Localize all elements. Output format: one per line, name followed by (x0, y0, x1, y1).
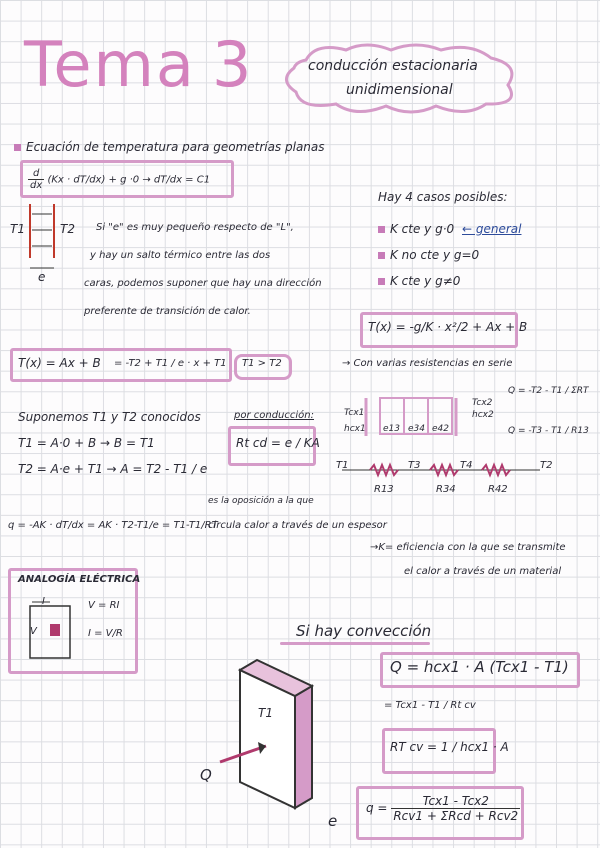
case-formula: T(x) = -g/K · x²/2 + Ax + B (368, 320, 528, 334)
analogy-i: I (42, 596, 45, 607)
circ-tcx: Tcx1 (344, 408, 365, 418)
conv-alt: = Tcx1 - T1 / Rt cv (384, 700, 476, 711)
circ-q2: Q = -T3 - T1 / R13 (508, 426, 589, 436)
analogy-ivr: I = V/R (88, 628, 123, 639)
known-line: Suponemos T1 y T2 conocidos (18, 410, 201, 424)
cond-label: por conducción: (234, 410, 314, 421)
equation-content (28, 168, 210, 191)
k-note2: el calor a través de un material (404, 566, 562, 577)
circ-node-t4: T4 (460, 460, 473, 471)
case-1-note: ← general (462, 222, 522, 236)
cond-text: T1 > T2 (242, 358, 282, 369)
slab-3d-drawing (200, 650, 340, 830)
opp-line2: circula calor a través de un espesor (208, 520, 387, 531)
circ-q1: Q = -T2 - T1 / ΣRT (508, 386, 589, 396)
slab-3d-e: e (328, 812, 338, 830)
conv-q: Q = hcx1 · A (Tcx1 - T1) (390, 658, 569, 676)
rcd-text: Rt cd = e / KA (236, 436, 320, 450)
bullet-icon (378, 278, 385, 285)
case-3-text: K cte y g≠0 (390, 274, 461, 288)
opp-line1: es la oposición a la que (208, 496, 314, 506)
para-line2: y hay un salto térmico entre las dos (90, 250, 271, 261)
qfinal: q = $\frac{\text{Tcx1 - Tcx2}}{\text{Rcv1 + ΣRcd + Rcv2}}$ (366, 794, 519, 823)
circ-layer-2: e34 (408, 424, 425, 434)
analogy-title: ANALOGÍA ELÉCTRICA (18, 574, 141, 585)
eq-mid: (Kx · dT/dx) (47, 174, 106, 186)
case-2 (378, 248, 479, 262)
section-heading (14, 140, 325, 154)
linear-lhs: T(x) = Ax + B (18, 356, 101, 370)
circ-node-t2: T2 (540, 460, 553, 471)
bullet-icon (14, 144, 21, 151)
analogy-vri: V = RI (88, 600, 120, 611)
case-2-text: K no cte y g=0 (390, 248, 480, 262)
circ-hcx2: hcx2 (472, 410, 494, 420)
cloud-line1: conducción estacionaria (308, 58, 478, 74)
k-note: →K= eficiencia con la que se transmite (370, 542, 566, 553)
bullet-icon (378, 252, 385, 259)
cases-heading: Hay 4 casos posibles: (378, 190, 508, 204)
circ-layer-3: e42 (432, 424, 449, 434)
case-1-text: K cte y g·0 (390, 222, 455, 236)
circ-node-t3: T3 (408, 460, 421, 471)
para-line4: preferente de transición de calor. (84, 306, 251, 317)
known-l2: T2 = A·e + T1 → A = T2 - T1 / e (18, 462, 208, 476)
qfinal-num: Tcx1 - Tcx2 (391, 794, 520, 809)
heading-text: Ecuación de temperatura para geometrías planas (26, 140, 325, 154)
slab-t2: T2 (60, 222, 75, 236)
title-tema: Tema (24, 28, 196, 101)
slab-diagram (10, 200, 90, 280)
circ-layer-1: e13 (383, 424, 400, 434)
slab-3d-q: Q (200, 766, 212, 784)
circ-tcx2: Tcx2 (472, 398, 493, 408)
slab-t1: T1 (10, 222, 25, 236)
circ-node-t1: T1 (336, 460, 349, 471)
case-1 (378, 222, 521, 236)
circ-r42: R42 (488, 484, 508, 495)
qfinal-den: Rcv1 + ΣRcd + Rcv2 (393, 809, 519, 823)
cloud-shape (276, 40, 526, 116)
slab-3d-t1: T1 (258, 706, 273, 720)
conv-heading-band (280, 642, 430, 645)
title-number: 3 (212, 28, 254, 101)
conv-heading: Si hay convección (296, 622, 432, 640)
circ-hcx: hcx1 (344, 424, 366, 434)
analogy-v: V (30, 626, 37, 637)
known-l1: T1 = A·0 + B → B = T1 (18, 436, 155, 450)
para-line1: Si "e" es muy pequeño respecto de "L", (96, 222, 294, 233)
slab-e: e (38, 270, 46, 284)
resistor-circuit (20, 596, 80, 664)
eq-den: dx (30, 180, 43, 191)
rtcv-text: RT cv = 1 / hcx1 · A (390, 740, 509, 754)
circ-r13: R13 (374, 484, 394, 495)
eq-rest: + g ·0 → dT/dx = C1 (108, 174, 211, 186)
para-line3: caras, podemos suponer que hay una dirección (84, 278, 322, 289)
bullet-icon (378, 226, 385, 233)
circuit-diagram (330, 388, 600, 498)
circ-r34: R34 (436, 484, 456, 495)
series-text: → Con varias resistencias en serie (342, 358, 513, 369)
linear-rhs: = -T2 + T1 / e · x + T1 (114, 358, 227, 369)
known-q: q = -AK · dT/dx = AK · T2-T1/e = T1-T1/RT (8, 520, 218, 531)
eq-num: d (28, 168, 44, 180)
case-3 (378, 274, 460, 288)
cloud-line2: unidimensional (346, 82, 453, 98)
